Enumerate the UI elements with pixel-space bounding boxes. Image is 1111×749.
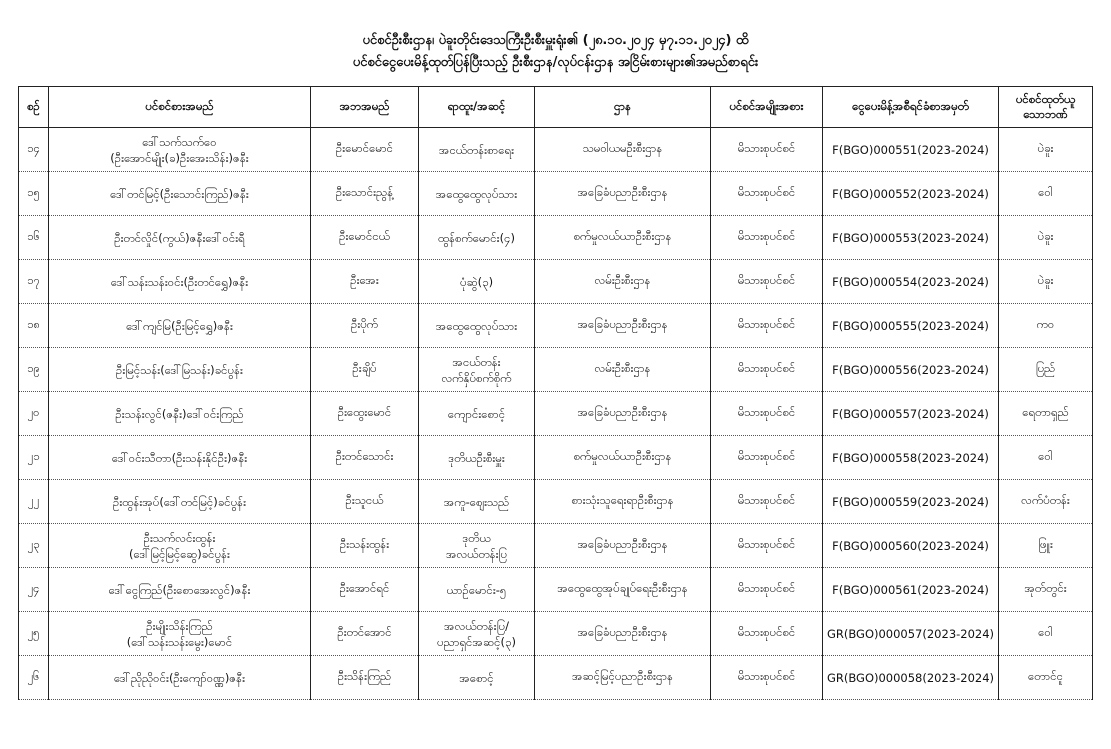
cell-pension-type-text: မိသားစုပင်စင် [737,141,796,155]
cell-father [311,348,419,392]
cell-payment-order [823,436,999,480]
cell-position-line: အလယ်တန်းပြ/ [444,618,509,633]
cell-department [535,128,711,172]
cell-department [535,172,711,216]
cell-name [49,216,311,260]
column-header-department: ဌာန [535,87,711,128]
cell-payment-order-text: F(BGO)000551(2023-2024) [832,142,989,157]
cell-department-text: လမ်းဦးစီးဌာန [594,273,651,287]
cell-payment-order-text: F(BGO)000553(2023-2024) [832,230,989,245]
cell-no-text: ၂၆ [27,669,40,683]
cell-position-line: လက်နှိပ်စက်စိုက် [441,370,512,385]
cell-name [49,128,311,172]
cell-name-line: ဦးသက်လင်းထွန်း [143,530,216,545]
cell-position [419,524,535,568]
cell-payment-order-text: F(BGO)000559(2023-2024) [832,494,989,509]
cell-department [535,392,711,436]
table-row [19,612,1093,656]
cell-township [999,216,1093,260]
cell-pension-type [711,436,823,480]
cell-no-text: ၂၃ [27,537,40,551]
cell-position [419,172,535,216]
cell-township-text: တောင်ငူ [1028,669,1063,683]
cell-name-line: ဒေါ်သန်းသန်းဝင်း(ဦးတင်ရွှေ)ဇနီး [110,274,249,289]
cell-department-text: စက်မှုလယ်ယာဦးစီးဌာန [573,449,672,463]
column-header-father: အဘအမည် [311,87,419,128]
cell-no-text: ၂၂ [27,493,40,507]
cell-township-text: ရေတာရှည် [1022,405,1069,419]
cell-position-line: ပုံဆွဲ(၃) [459,274,494,289]
column-header-pension-type: ပင်စင်အမျိုးအစား [711,87,823,128]
cell-no [19,568,49,612]
cell-pension-type [711,392,823,436]
cell-father [311,172,419,216]
cell-department [535,216,711,260]
cell-pension-type-text: မိသားစုပင်စင် [737,185,796,199]
cell-township [999,524,1093,568]
cell-father-text: ဦးသူငယ် [345,493,384,507]
cell-payment-order-text: F(BGO)000560(2023-2024) [832,538,989,553]
cell-position [419,392,535,436]
cell-department-text: လမ်းဦးစီးဌာန [594,361,651,375]
cell-position [419,260,535,304]
cell-township-text: ဝေါ [1038,185,1053,199]
cell-father [311,128,419,172]
cell-father-text: ဦးသောင်းညွန့် [335,185,394,199]
cell-department-text: စက်မှုလယ်ယာဦးစီးဌာန [573,229,672,243]
cell-no-text: ၂၄ [27,581,40,595]
cell-name [49,568,311,612]
cell-pension-type [711,260,823,304]
cell-no [19,480,49,524]
cell-township [999,568,1093,612]
cell-pension-type-text: မိသားစုပင်စင် [737,449,796,463]
cell-township-text: ဝေါ [1038,449,1053,463]
document-header [0,30,1111,74]
cell-position-line: အထွေထွေလုပ်သား [435,318,518,333]
cell-payment-order-text: F(BGO)000558(2023-2024) [832,450,989,465]
cell-township-text: အုတ်တွင်း [1024,581,1067,595]
cell-township [999,612,1093,656]
cell-no-text: ၂၅ [27,625,40,639]
cell-payment-order [823,216,999,260]
cell-position-line: အကူ-ဈေးသည် [443,494,510,509]
cell-father [311,568,419,612]
cell-father [311,524,419,568]
cell-name [49,304,311,348]
cell-payment-order [823,612,999,656]
header-title-line-2: ပင်စင်ငွေပေးမိန့်ထုတ်ပြန်ပြီးသည့် ဦးစီးဌာန/လုပ်ငန်းဌာန အငြိမ်းစားများ၏အမည်စာရင်း [352,55,759,70]
column-header-name: ပင်စင်စားအမည် [49,87,311,128]
table-row [19,128,1093,172]
cell-name-line: ဦးထွန်းအုပ်(ဒေါ်တင်မြင့်)ခင်ပွန်း [112,494,247,509]
cell-department-text: အဆင့်မြင့်ပညာဦးစီးဌာန [571,669,674,683]
cell-department [535,260,711,304]
cell-pension-type-text: မိသားစုပင်စင် [737,625,796,639]
cell-father [311,612,419,656]
cell-pension-type-text: မိသားစုပင်စင် [737,229,796,243]
cell-department-text: အခြေခံပညာဦးစီးဌာန [577,185,668,199]
cell-no-text: ၁၄ [27,141,40,155]
cell-no-text: ၁၆ [27,229,40,243]
cell-position-line: ဒုတိယ [462,530,491,545]
cell-pension-type [711,656,823,700]
cell-pension-type [711,568,823,612]
table-row [19,480,1093,524]
column-header-no: စဉ် [19,87,49,128]
cell-no [19,304,49,348]
cell-payment-order-text: GR(BGO)000057(2023-2024) [826,626,995,641]
cell-department [535,348,711,392]
cell-township [999,172,1093,216]
cell-father-text: ဦးသိန်းကြည် [337,669,392,683]
cell-name [49,524,311,568]
cell-payment-order-text: F(BGO)000554(2023-2024) [832,274,989,289]
cell-no [19,656,49,700]
cell-name-line: ဒေါ်ဝင်းသီတာ(ဦးသန်းနိုင်ဦး)ဇနီး [111,450,248,465]
cell-payment-order [823,392,999,436]
cell-pension-type [711,304,823,348]
cell-father-text: ဦးမောင်ငယ် [339,229,390,243]
cell-name [49,348,311,392]
cell-name [49,612,311,656]
cell-payment-order [823,172,999,216]
cell-no [19,436,49,480]
cell-township-text: ဝေါ [1038,625,1053,639]
cell-pension-type [711,480,823,524]
column-header-township [999,87,1093,128]
table-row [19,392,1093,436]
cell-father-text: ဦးတင်သောင်း [335,449,394,463]
table-row [19,172,1093,216]
cell-pension-type [711,612,823,656]
cell-position [419,348,535,392]
cell-payment-order [823,260,999,304]
cell-no-text: ၁၅ [27,185,40,199]
cell-name-line: (ဒေါ်သန်းသန်းမွေး)မောင် [126,634,233,649]
cell-father [311,260,419,304]
cell-department-text: အခြေခံပညာဦးစီးဌာန [577,625,668,639]
cell-no-text: ၂၁ [27,449,40,463]
cell-township-text: ပဲခူး [1037,273,1054,287]
cell-father-text: ဦးထွေးမောင် [337,405,392,419]
cell-department-text: အခြေခံပညာဦးစီးဌာန [577,537,668,551]
cell-payment-order [823,656,999,700]
cell-pension-type [711,128,823,172]
cell-position [419,436,535,480]
cell-pension-type [711,524,823,568]
cell-payment-order-text: F(BGO)000555(2023-2024) [832,318,989,333]
cell-name-line: ဒေါ်ငွေကြည်(ဦးစောအေးလွင်)ဇနီး [108,582,251,597]
cell-payment-order-text: F(BGO)000561(2023-2024) [832,582,989,597]
cell-no [19,348,49,392]
cell-township [999,260,1093,304]
table-row [19,348,1093,392]
cell-name [49,260,311,304]
pensioner-table [18,86,1093,700]
cell-pension-type-text: မိသားစုပင်စင် [737,493,796,507]
cell-position-line: ဒုတိယဦးစီးမှူး [448,450,505,465]
cell-name-line: ဦးတင်လှိုင်(ကွယ်)ဇနီးဒေါ်ဝင်းရီ [114,230,245,245]
cell-pension-type-text: မိသားစုပင်စင် [737,273,796,287]
cell-pension-type [711,216,823,260]
cell-township-text: ဖြူး [1038,537,1053,551]
cell-township-text: လက်ပံတန်း [1021,493,1070,507]
column-header-position: ရာထူး/အဆင့် [419,87,535,128]
cell-township-text: ပြည် [1035,361,1056,375]
cell-father-text: ဦးအေး [350,273,379,287]
cell-department-text: အခြေခံပညာဦးစီးဌာန [577,317,668,331]
cell-father-text: ဦးမောင်မောင် [335,141,394,155]
cell-department-text: အထွေထွေအုပ်ချုပ်ရေးဦးစီးဌာန [557,581,688,595]
cell-father [311,304,419,348]
cell-position-line: ပညာရှင်အဆင့်(၃) [437,634,516,649]
cell-name-line: ဦးမျိုးသိန်းကြည် [146,618,213,633]
table-row [19,436,1093,480]
cell-no-text: ၂၀ [27,405,40,419]
cell-father-text: ဦးချိပ် [352,361,377,375]
cell-name-line: ဒေါ်ကျင်မြ(ဦးမြင့်ရွှေ)ဇနီး [126,318,233,333]
cell-father [311,656,419,700]
cell-name-line: ဦးမြင့်သန်း(ဒေါ်မြသန်း)ခင်ပွန်း [116,362,243,377]
cell-no [19,128,49,172]
cell-name-line: (ဦးအောင်မျိုး(ခ)ဦးအေးသိန်း)ဇနီး [110,150,249,165]
cell-township [999,348,1093,392]
cell-position-line: ထွန်စက်မောင်း(၄) [437,230,516,245]
cell-position [419,568,535,612]
column-header-payment-order: ငွေပေးမိန့်အစီရင်ခံစာအမှတ် [823,87,999,128]
cell-father-text: ဦးသန်းထွန်း [339,537,390,551]
cell-payment-order [823,480,999,524]
cell-township [999,304,1093,348]
cell-father [311,392,419,436]
cell-department [535,524,711,568]
cell-payment-order [823,348,999,392]
cell-department-text: သမဝါယမဦးစီးဌာန [582,141,663,155]
cell-no [19,216,49,260]
table-row [19,216,1093,260]
cell-position [419,612,535,656]
cell-name [49,656,311,700]
table-row [19,260,1093,304]
cell-department [535,480,711,524]
cell-township-text: ကဝ [1036,317,1055,331]
cell-no [19,172,49,216]
table-row [19,304,1093,348]
cell-no-text: ၁၇ [27,273,40,287]
cell-no [19,260,49,304]
cell-position [419,304,535,348]
cell-name-line: ဒေါ်သက်သက်ဝေ [142,134,217,149]
cell-township-text: ပဲခူး [1037,229,1054,243]
cell-payment-order-text: F(BGO)000556(2023-2024) [832,362,989,377]
cell-position [419,128,535,172]
cell-position-line: အငယ်တန်းစာရေး [438,142,515,157]
cell-pension-type-text: မိသားစုပင်စင် [737,537,796,551]
cell-name-line: (ဒေါ်မြင့်မြင့်ဆွေ)ခင်ပွန်း [129,546,230,561]
cell-father-text: ဦးအောင်ရင် [339,581,390,595]
cell-township [999,480,1093,524]
cell-payment-order-text: GR(BGO)000058(2023-2024) [826,670,995,685]
cell-township [999,656,1093,700]
cell-position-line: အလယ်တန်းပြ [445,546,508,561]
cell-pension-type-text: မိသားစုပင်စင် [737,405,796,419]
cell-pension-type [711,172,823,216]
cell-name [49,392,311,436]
cell-department [535,656,711,700]
cell-position-line: အစောင့် [459,670,494,685]
cell-position [419,480,535,524]
cell-department [535,568,711,612]
table-row [19,568,1093,612]
cell-name [49,436,311,480]
cell-father [311,436,419,480]
cell-payment-order [823,128,999,172]
cell-name-line: ဒေါ်ညိုညိုဝင်း(ဦးကျော်ဝဏ္ဏ)ဇနီး [113,670,246,685]
cell-name [49,480,311,524]
cell-no [19,612,49,656]
cell-no [19,392,49,436]
cell-pension-type-text: မိသားစုပင်စင် [737,581,796,595]
cell-township [999,392,1093,436]
cell-department-text: စားသုံးသူရေးရာဦးစီးဌာန [571,493,674,507]
cell-position-line: အထွေထွေလုပ်သား [435,186,518,201]
cell-name-line: ဒေါ်တင်မြင့်(ဦးသောင်းကြည်)ဇနီး [110,186,249,201]
table-header-row [19,87,1093,128]
cell-department [535,436,711,480]
table-body [19,128,1093,700]
cell-position [419,656,535,700]
cell-position-line: ကျောင်းစောင့် [447,406,506,421]
table-row [19,656,1093,700]
cell-township-text: ပဲခူး [1037,141,1054,155]
cell-payment-order-text: F(BGO)000552(2023-2024) [832,186,989,201]
cell-department [535,304,711,348]
cell-no-text: ၁၉ [27,361,40,375]
column-header-township-line-1: ပင်စင်ထုတ်ယူ [1015,92,1076,106]
cell-name [49,172,311,216]
cell-payment-order [823,304,999,348]
cell-township [999,128,1093,172]
cell-father [311,216,419,260]
cell-department-text: အခြေခံပညာဦးစီးဌာန [577,405,668,419]
cell-position-line: ယာဉ်မောင်း-၅ [446,582,507,597]
cell-father-text: ဦးတင်အောင် [337,625,392,639]
cell-payment-order-text: F(BGO)000557(2023-2024) [832,406,989,421]
cell-position [419,216,535,260]
cell-payment-order [823,568,999,612]
cell-payment-order [823,524,999,568]
cell-township [999,436,1093,480]
cell-pension-type [711,348,823,392]
table-row [19,524,1093,568]
cell-father [311,480,419,524]
cell-department [535,612,711,656]
cell-no-text: ၁၈ [26,317,41,331]
cell-pension-type-text: မိသားစုပင်စင် [737,361,796,375]
header-title-line-1: ပင်စင်ဦးစီးဌာန၊ ပဲခူးတိုင်းဒေသကြီးဦးစီးမှူးရုံး၏ (၂၈.၁၀.၂၀၂၄ မှ၇.၁၁.၂၀၂၄) ထိ [362,33,749,48]
cell-no [19,524,49,568]
cell-pension-type-text: မိသားစုပင်စင် [737,669,796,683]
cell-pension-type-text: မိသားစုပင်စင် [737,317,796,331]
cell-father-text: ဦးပိုက် [350,317,379,331]
cell-position-line: အငယ်တန်း [452,354,501,369]
column-header-township-line-2: သောဘဏ် [1023,107,1068,121]
cell-name-line: ဦးသန်းလွင်(ဇနီး)ဒေါ်ဝင်းကြည် [115,406,244,421]
